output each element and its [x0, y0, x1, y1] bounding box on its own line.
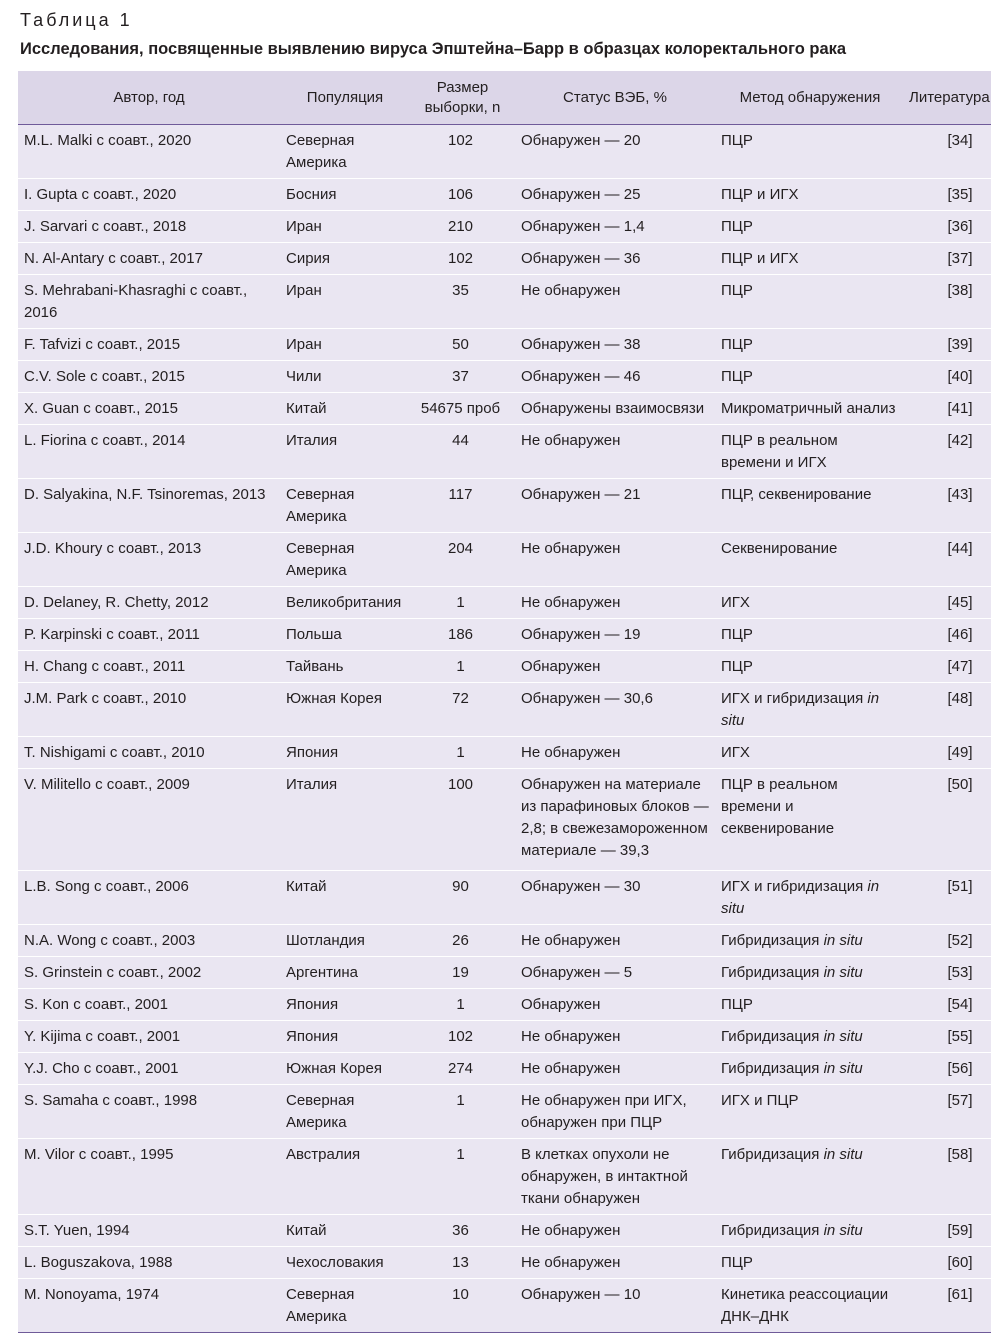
table-title: Исследования, посвященные выявлению вируса Эпштейна–Барр в образцах колоректального рака: [20, 40, 847, 58]
cell-reference: [56]: [905, 1053, 991, 1085]
cell-author: L. Fiorina с соавт., 2014: [18, 425, 280, 479]
table-row: [18, 425, 991, 479]
cell-sample-size: 1: [410, 989, 515, 1021]
cell-population: Китай: [280, 1215, 410, 1247]
table-row: [18, 1279, 991, 1333]
header-sample-size: Размер выборки, n: [410, 71, 515, 125]
cell-population: Северная Америка: [280, 125, 410, 179]
cell-population: Италия: [280, 425, 410, 479]
cell-reference: [50]: [905, 769, 991, 871]
method-italic-text: in situ: [823, 1222, 863, 1239]
method-text: ПЦР: [721, 658, 753, 675]
cell-population: Северная Америка: [280, 479, 410, 533]
cell-reference: [55]: [905, 1021, 991, 1053]
cell-ebv-status: Не обнаружен: [515, 1215, 715, 1247]
cell-reference: [43]: [905, 479, 991, 533]
cell-population: Шотландия: [280, 925, 410, 957]
cell-sample-size: 274: [410, 1053, 515, 1085]
method-text: ИГХ: [721, 744, 750, 761]
cell-sample-size: 100: [410, 769, 515, 871]
cell-reference: [47]: [905, 651, 991, 683]
cell-reference: [52]: [905, 925, 991, 957]
cell-author: X. Guan с соавт., 2015: [18, 393, 280, 425]
cell-author: D. Salyakina, N.F. Tsinoremas, 2013: [18, 479, 280, 533]
cell-population: Аргентина: [280, 957, 410, 989]
table-row: [18, 737, 991, 769]
cell-detection-method: [715, 361, 905, 393]
table-row: [18, 479, 991, 533]
cell-population: Китай: [280, 871, 410, 925]
studies-table-container: [18, 71, 991, 1333]
cell-sample-size: 117: [410, 479, 515, 533]
cell-sample-size: 102: [410, 243, 515, 275]
method-text: ПЦР и ИГХ: [721, 250, 799, 267]
method-italic-text: in situ: [823, 1146, 863, 1163]
method-text: ПЦР: [721, 1254, 753, 1271]
table-header: [18, 71, 991, 125]
cell-detection-method: [715, 1085, 905, 1139]
table-row: [18, 1215, 991, 1247]
method-text: ПЦР: [721, 132, 753, 149]
table-body: [18, 125, 991, 1333]
cell-author: M. Nonoyama, 1974: [18, 1279, 280, 1333]
cell-reference: [48]: [905, 683, 991, 737]
cell-sample-size: 19: [410, 957, 515, 989]
cell-detection-method: [715, 1139, 905, 1215]
cell-population: Северная Америка: [280, 1085, 410, 1139]
method-text: Гибридизация: [721, 1222, 824, 1239]
cell-reference: [35]: [905, 179, 991, 211]
cell-population: Южная Корея: [280, 683, 410, 737]
cell-detection-method: [715, 957, 905, 989]
cell-detection-method: [715, 1215, 905, 1247]
cell-author: T. Nishigami с соавт., 2010: [18, 737, 280, 769]
cell-detection-method: [715, 329, 905, 361]
cell-author: L. Boguszakova, 1988: [18, 1247, 280, 1279]
cell-sample-size: 106: [410, 179, 515, 211]
cell-population: Италия: [280, 769, 410, 871]
cell-author: S. Samaha с соавт., 1998: [18, 1085, 280, 1139]
cell-sample-size: 44: [410, 425, 515, 479]
header-ebv-status: Статус ВЭБ, %: [515, 71, 715, 125]
table-row: [18, 275, 991, 329]
method-text: ПЦР: [721, 368, 753, 385]
method-text: Микроматричный анализ: [721, 400, 896, 417]
cell-author: J.M. Park с соавт., 2010: [18, 683, 280, 737]
table-row: [18, 1021, 991, 1053]
table-row: [18, 1139, 991, 1215]
cell-reference: [40]: [905, 361, 991, 393]
cell-population: Чили: [280, 361, 410, 393]
cell-detection-method: [715, 587, 905, 619]
cell-detection-method: [715, 651, 905, 683]
table-row: [18, 1247, 991, 1279]
table-row: [18, 619, 991, 651]
cell-author: M. Vilor с соавт., 1995: [18, 1139, 280, 1215]
cell-detection-method: [715, 243, 905, 275]
header-references: Литература: [905, 71, 991, 125]
cell-author: P. Karpinski с соавт., 2011: [18, 619, 280, 651]
cell-ebv-status: Обнаружен — 5: [515, 957, 715, 989]
cell-detection-method: [715, 1021, 905, 1053]
method-text: Гибридизация: [721, 1060, 824, 1077]
cell-author: L.B. Song с соавт., 2006: [18, 871, 280, 925]
cell-sample-size: 36: [410, 1215, 515, 1247]
cell-population: Япония: [280, 1021, 410, 1053]
cell-ebv-status: Не обнаружен: [515, 533, 715, 587]
cell-sample-size: 72: [410, 683, 515, 737]
cell-author: C.V. Sole с соавт., 2015: [18, 361, 280, 393]
cell-reference: [53]: [905, 957, 991, 989]
cell-sample-size: 90: [410, 871, 515, 925]
cell-detection-method: [715, 1053, 905, 1085]
cell-author: M.L. Malki с соавт., 2020: [18, 125, 280, 179]
cell-detection-method: [715, 533, 905, 587]
cell-ebv-status: Обнаружен — 19: [515, 619, 715, 651]
method-text: Гибридизация: [721, 964, 824, 981]
method-italic-text: in situ: [721, 690, 880, 729]
cell-sample-size: 10: [410, 1279, 515, 1333]
cell-population: Тайвань: [280, 651, 410, 683]
cell-population: Южная Корея: [280, 1053, 410, 1085]
cell-author: Y.J. Cho с соавт., 2001: [18, 1053, 280, 1085]
cell-detection-method: [715, 871, 905, 925]
cell-reference: [54]: [905, 989, 991, 1021]
cell-sample-size: 35: [410, 275, 515, 329]
cell-ebv-status: Не обнаружен: [515, 925, 715, 957]
cell-author: Y. Kijima с соавт., 2001: [18, 1021, 280, 1053]
cell-ebv-status: Обнаружен — 10: [515, 1279, 715, 1333]
method-italic-text: in situ: [823, 1028, 863, 1045]
method-text: ПЦР: [721, 218, 753, 235]
cell-sample-size: 37: [410, 361, 515, 393]
method-text: Гибридизация: [721, 1028, 824, 1045]
method-text: ИГХ и гибридизация: [721, 690, 868, 707]
method-text: Кинетика реассоциации ДНК–ДНК: [721, 1286, 889, 1325]
cell-population: Чехословакия: [280, 1247, 410, 1279]
cell-ebv-status: Не обнаружен: [515, 275, 715, 329]
cell-ebv-status: Обнаружен на материале из парафиновых блоков — 2,8; в свежезамороженном материале — 39,3: [515, 769, 715, 871]
cell-detection-method: [715, 989, 905, 1021]
cell-population: Китай: [280, 393, 410, 425]
table-row: [18, 179, 991, 211]
table-row: [18, 1053, 991, 1085]
header-population: Популяция: [280, 71, 410, 125]
cell-author: S.T. Yuen, 1994: [18, 1215, 280, 1247]
method-text: ПЦР, секвенирование: [721, 486, 872, 503]
cell-reference: [44]: [905, 533, 991, 587]
cell-detection-method: [715, 425, 905, 479]
table-row: [18, 211, 991, 243]
cell-author: J. Sarvari с соавт., 2018: [18, 211, 280, 243]
method-text: ПЦР и ИГХ: [721, 186, 799, 203]
table-row: [18, 651, 991, 683]
method-text: Гибридизация: [721, 932, 824, 949]
cell-ebv-status: Обнаружен — 46: [515, 361, 715, 393]
cell-reference: [57]: [905, 1085, 991, 1139]
cell-ebv-status: Обнаружены взаимосвязи: [515, 393, 715, 425]
cell-ebv-status: Обнаружен — 30,6: [515, 683, 715, 737]
cell-detection-method: [715, 179, 905, 211]
cell-detection-method: [715, 925, 905, 957]
cell-author: S. Kon с соавт., 2001: [18, 989, 280, 1021]
cell-population: Иран: [280, 275, 410, 329]
table-row: [18, 361, 991, 393]
cell-sample-size: 186: [410, 619, 515, 651]
table-row: [18, 683, 991, 737]
cell-ebv-status: Обнаружен — 36: [515, 243, 715, 275]
table-row: [18, 587, 991, 619]
cell-reference: [49]: [905, 737, 991, 769]
table-row: [18, 329, 991, 361]
method-text: Секвенирование: [721, 540, 838, 557]
cell-detection-method: [715, 737, 905, 769]
cell-author: V. Militello с соавт., 2009: [18, 769, 280, 871]
cell-population: Босния: [280, 179, 410, 211]
cell-detection-method: [715, 683, 905, 737]
cell-ebv-status: Не обнаружен: [515, 1247, 715, 1279]
cell-ebv-status: Не обнаружен: [515, 425, 715, 479]
cell-sample-size: 102: [410, 1021, 515, 1053]
cell-sample-size: 13: [410, 1247, 515, 1279]
cell-reference: [45]: [905, 587, 991, 619]
cell-reference: [51]: [905, 871, 991, 925]
cell-reference: [37]: [905, 243, 991, 275]
cell-ebv-status: Обнаружен — 21: [515, 479, 715, 533]
cell-sample-size: 54675 проб: [410, 393, 515, 425]
table-row: [18, 769, 991, 871]
cell-author: S. Mehrabani-Khasraghi с соавт., 2016: [18, 275, 280, 329]
cell-reference: [38]: [905, 275, 991, 329]
cell-author: D. Delaney, R. Chetty, 2012: [18, 587, 280, 619]
cell-ebv-status: Не обнаружен: [515, 1053, 715, 1085]
cell-reference: [36]: [905, 211, 991, 243]
cell-sample-size: 102: [410, 125, 515, 179]
table-row: [18, 393, 991, 425]
cell-reference: [60]: [905, 1247, 991, 1279]
cell-sample-size: 204: [410, 533, 515, 587]
cell-ebv-status: Не обнаружен при ИГХ, обнаружен при ПЦР: [515, 1085, 715, 1139]
method-text: Гибридизация: [721, 1146, 824, 1163]
cell-sample-size: 1: [410, 587, 515, 619]
method-text: ПЦР: [721, 282, 753, 299]
cell-population: Япония: [280, 737, 410, 769]
cell-population: Северная Америка: [280, 1279, 410, 1333]
method-text: ИГХ: [721, 594, 750, 611]
cell-author: F. Tafvizi с соавт., 2015: [18, 329, 280, 361]
cell-ebv-status: Не обнаружен: [515, 1021, 715, 1053]
cell-ebv-status: Не обнаружен: [515, 587, 715, 619]
method-text: ПЦР в реальном времени и секвенирование: [721, 776, 838, 837]
cell-reference: [59]: [905, 1215, 991, 1247]
cell-author: J.D. Khoury с соавт., 2013: [18, 533, 280, 587]
table-row: [18, 925, 991, 957]
cell-author: S. Grinstein с соавт., 2002: [18, 957, 280, 989]
cell-author: I. Gupta с соавт., 2020: [18, 179, 280, 211]
cell-reference: [46]: [905, 619, 991, 651]
cell-detection-method: [715, 211, 905, 243]
cell-sample-size: 1: [410, 651, 515, 683]
cell-reference: [34]: [905, 125, 991, 179]
cell-population: Япония: [280, 989, 410, 1021]
table-row: [18, 243, 991, 275]
cell-detection-method: [715, 275, 905, 329]
cell-reference: [42]: [905, 425, 991, 479]
cell-population: Сирия: [280, 243, 410, 275]
cell-population: Великобритания: [280, 587, 410, 619]
method-italic-text: in situ: [823, 932, 863, 949]
cell-population: Австралия: [280, 1139, 410, 1215]
cell-author: N.A. Wong с соавт., 2003: [18, 925, 280, 957]
method-text: ИГХ и гибридизация: [721, 878, 868, 895]
cell-ebv-status: Обнаружен — 20: [515, 125, 715, 179]
cell-reference: [41]: [905, 393, 991, 425]
cell-population: Иран: [280, 329, 410, 361]
cell-ebv-status: Обнаружен — 25: [515, 179, 715, 211]
cell-sample-size: 1: [410, 737, 515, 769]
cell-reference: [58]: [905, 1139, 991, 1215]
method-text: ПЦР: [721, 996, 753, 1013]
table-row: [18, 1085, 991, 1139]
cell-detection-method: [715, 125, 905, 179]
cell-ebv-status: Обнаружен — 38: [515, 329, 715, 361]
cell-population: Иран: [280, 211, 410, 243]
cell-sample-size: 1: [410, 1085, 515, 1139]
cell-detection-method: [715, 1247, 905, 1279]
table-row: [18, 989, 991, 1021]
cell-detection-method: [715, 769, 905, 871]
cell-detection-method: [715, 479, 905, 533]
method-text: ПЦР в реальном времени и ИГХ: [721, 432, 838, 471]
method-italic-text: in situ: [721, 878, 880, 917]
method-text: ИГХ и ПЦР: [721, 1092, 799, 1109]
cell-reference: [61]: [905, 1279, 991, 1333]
cell-author: N. Al-Antary с соавт., 2017: [18, 243, 280, 275]
cell-ebv-status: В клетках опухоли не обнаружен, в интактной ткани обнаружен: [515, 1139, 715, 1215]
cell-population: Северная Америка: [280, 533, 410, 587]
method-text: ПЦР: [721, 626, 753, 643]
cell-detection-method: [715, 1279, 905, 1333]
cell-sample-size: 26: [410, 925, 515, 957]
table-label: Таблица 1: [20, 10, 133, 30]
cell-ebv-status: Не обнаружен: [515, 737, 715, 769]
cell-ebv-status: Обнаружен — 1,4: [515, 211, 715, 243]
method-italic-text: in situ: [823, 1060, 863, 1077]
table-row: [18, 533, 991, 587]
cell-population: Польша: [280, 619, 410, 651]
studies-table: [18, 71, 991, 1333]
method-text: ПЦР: [721, 336, 753, 353]
table-row: [18, 125, 991, 179]
cell-detection-method: [715, 619, 905, 651]
table-row: [18, 957, 991, 989]
method-italic-text: in situ: [823, 964, 863, 981]
cell-ebv-status: Обнаружен: [515, 651, 715, 683]
header-detection-method: Метод обнаружения: [715, 71, 905, 125]
table-row: [18, 871, 991, 925]
cell-ebv-status: Обнаружен: [515, 989, 715, 1021]
header-author: Автор, год: [18, 71, 280, 125]
cell-author: H. Chang с соавт., 2011: [18, 651, 280, 683]
cell-sample-size: 50: [410, 329, 515, 361]
header-row: [18, 71, 991, 125]
cell-reference: [39]: [905, 329, 991, 361]
cell-detection-method: [715, 393, 905, 425]
cell-sample-size: 210: [410, 211, 515, 243]
cell-sample-size: 1: [410, 1139, 515, 1215]
cell-ebv-status: Обнаружен — 30: [515, 871, 715, 925]
